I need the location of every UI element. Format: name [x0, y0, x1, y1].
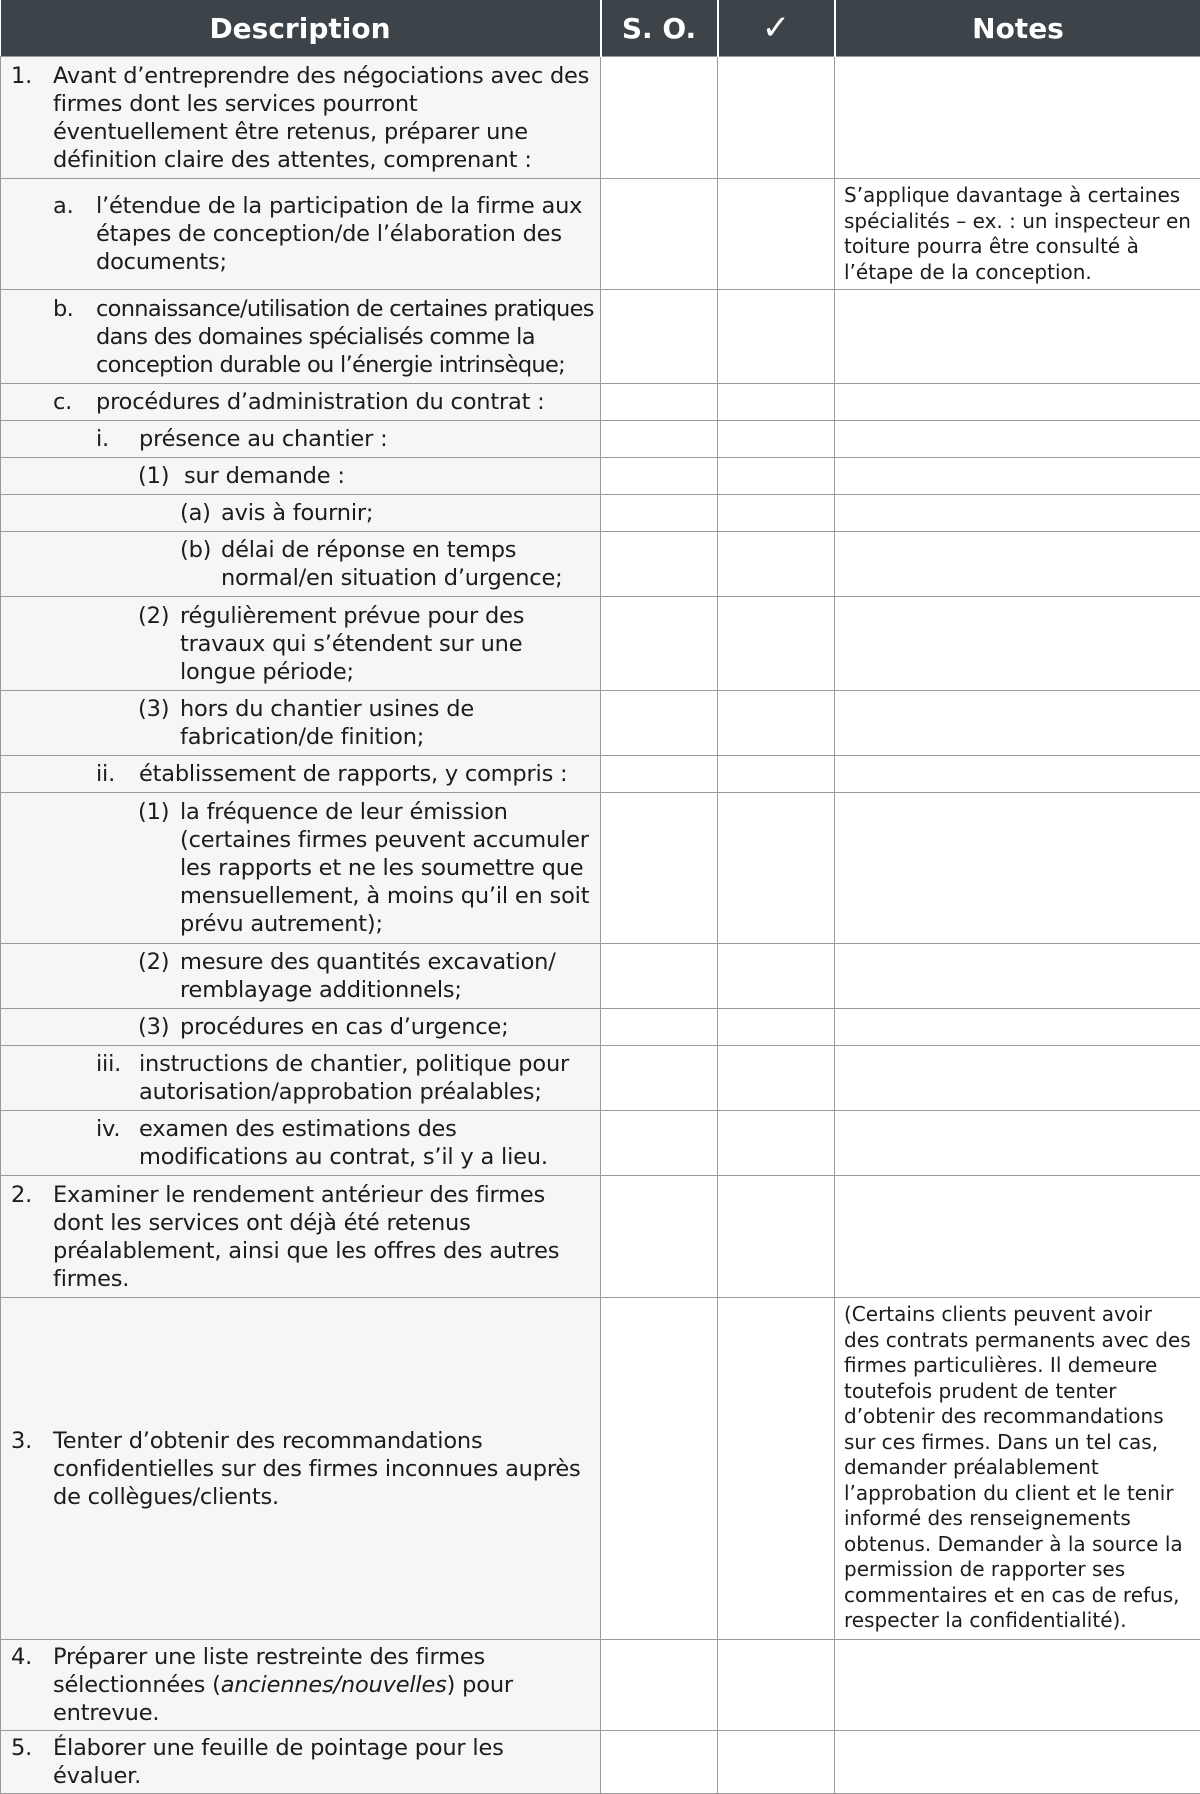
item-text — [53, 1643, 594, 1727]
description-cell — [1, 756, 601, 793]
item-number: (3) — [1, 695, 180, 751]
notes-cell — [835, 1009, 1200, 1046]
table-row — [1, 421, 1200, 458]
check-cell[interactable] — [718, 1111, 835, 1176]
item-text: établissement de rapports, y compris : — [139, 760, 594, 788]
so-cell[interactable] — [601, 1640, 718, 1731]
description-cell — [1, 179, 601, 290]
item-text: mesure des quantités excavation/ remblayage additionnels; — [180, 948, 594, 1004]
so-cell[interactable] — [601, 495, 718, 532]
so-cell[interactable] — [601, 1046, 718, 1111]
description-cell — [1, 1298, 601, 1640]
check-cell[interactable] — [718, 1009, 835, 1046]
item-number: iv. — [1, 1115, 139, 1171]
so-cell[interactable] — [601, 290, 718, 384]
item-number: (2) — [1, 948, 180, 1004]
description-cell — [1, 384, 601, 421]
column-header-notes: Notes — [835, 0, 1200, 57]
so-cell[interactable] — [601, 421, 718, 458]
check-cell[interactable] — [718, 421, 835, 458]
description-cell — [1, 495, 601, 532]
item-text: Élaborer une feuille de pointage pour les évaluer. — [53, 1734, 594, 1790]
item-number: (b) — [1, 536, 221, 592]
notes-cell — [835, 421, 1200, 458]
item-number: 2. — [1, 1181, 53, 1293]
description-cell — [1, 1111, 601, 1176]
item-text: régulièrement prévue pour des travaux qui s’étendent sur une longue période; — [180, 602, 594, 686]
item-text: avis à fournir; — [221, 499, 594, 527]
item-text: hors du chantier usines de fabrication/de finition; — [180, 695, 594, 751]
column-header-check — [718, 0, 835, 57]
so-cell[interactable] — [601, 532, 718, 597]
item-number: c. — [1, 388, 96, 416]
column-header-description: Description — [1, 0, 601, 57]
notes-cell — [835, 756, 1200, 793]
table-row — [1, 1176, 1200, 1298]
item-number: (1) — [1, 798, 180, 938]
item-text-end: ) pour entrevue. — [53, 1672, 513, 1726]
notes-cell — [835, 384, 1200, 421]
item-text: l’étendue de la participation de la firme aux étapes de conception/de l’élaboration des documents; — [96, 192, 594, 276]
notes-cell — [835, 290, 1200, 384]
table-row — [1, 1298, 1200, 1640]
description-cell — [1, 421, 601, 458]
item-text: procédures en cas d’urgence; — [180, 1013, 594, 1041]
item-number: 4. — [1, 1643, 53, 1727]
check-cell[interactable] — [718, 532, 835, 597]
check-cell[interactable] — [718, 290, 835, 384]
table-row — [1, 1111, 1200, 1176]
so-cell[interactable] — [601, 1176, 718, 1298]
notes-cell — [835, 1111, 1200, 1176]
description-cell — [1, 597, 601, 691]
notes-cell — [835, 532, 1200, 597]
item-number: iii. — [1, 1050, 139, 1106]
description-cell — [1, 1731, 601, 1794]
check-cell[interactable] — [718, 691, 835, 756]
item-text: instructions de chantier, politique pour autorisation/approbation préalables; — [139, 1050, 594, 1106]
description-cell — [1, 944, 601, 1009]
table-row — [1, 1731, 1200, 1794]
so-cell[interactable] — [601, 944, 718, 1009]
so-cell[interactable] — [601, 458, 718, 495]
item-text: Avant d’entreprendre des négociations avec des firmes dont les services pourront éventuellement être retenus, préparer une définition claire des attentes, comprenant : — [53, 62, 594, 174]
so-cell[interactable] — [601, 384, 718, 421]
item-text: délai de réponse en temps normal/en situation d’urgence; — [221, 536, 594, 592]
description-cell — [1, 1046, 601, 1111]
notes-cell — [835, 691, 1200, 756]
notes-cell — [835, 1640, 1200, 1731]
notes-cell — [835, 1176, 1200, 1298]
check-cell[interactable] — [718, 1046, 835, 1111]
item-number: (a) — [1, 499, 221, 527]
item-number: 5. — [1, 1734, 53, 1790]
column-header-so: S. O. — [601, 0, 718, 57]
so-cell[interactable] — [601, 1731, 718, 1794]
check-cell[interactable] — [718, 1176, 835, 1298]
check-cell[interactable] — [718, 179, 835, 290]
item-text: la fréquence de leur émission (certaines firmes peuvent accumuler les rapports et ne les soumettre que mensuellement, à moins qu’il en soit prévu autrement); — [180, 798, 594, 938]
so-cell[interactable] — [601, 756, 718, 793]
checkmark-icon: ✓ — [762, 8, 791, 48]
notes-cell — [835, 944, 1200, 1009]
check-cell[interactable] — [718, 1731, 835, 1794]
notes-cell — [835, 597, 1200, 691]
check-cell[interactable] — [718, 756, 835, 793]
table-row — [1, 793, 1200, 944]
description-cell — [1, 290, 601, 384]
table-row — [1, 756, 1200, 793]
so-cell[interactable] — [601, 1298, 718, 1640]
check-cell[interactable] — [718, 1298, 835, 1640]
check-cell[interactable] — [718, 57, 835, 179]
so-cell[interactable] — [601, 179, 718, 290]
check-cell[interactable] — [718, 495, 835, 532]
item-number: a. — [1, 192, 96, 276]
item-text: Tenter d’obtenir des recommandations confidentielles sur des firmes inconnues auprès de collègues/clients. — [53, 1427, 594, 1511]
item-number: i. — [1, 425, 139, 453]
notes-cell — [835, 458, 1200, 495]
description-cell — [1, 458, 601, 495]
description-cell — [1, 57, 601, 179]
item-text: connaissance/utilisation de certaines pratiques dans des domaines spécialisés comme la conception durable ou l’énergie intrinsèque; — [96, 295, 594, 379]
check-cell[interactable] — [718, 597, 835, 691]
item-number: (2) — [1, 602, 180, 686]
so-cell[interactable] — [601, 57, 718, 179]
table-row — [1, 532, 1200, 597]
notes-cell — [835, 495, 1200, 532]
notes-cell: (Certains clients peuvent avoir des contrats permanents avec des firmes particulières. Il demeure toutefois prudent de tenter d’obtenir des recommandations sur ces firmes. Dans un tel cas, demander préalablement l’approbation du client et le tenir informé des renseignements obtenus. Demander à la source la permission de rapporter ses commentaires et en cas de refus, respecter la confidentialité). — [835, 1298, 1200, 1640]
item-number: 3. — [1, 1427, 53, 1511]
so-cell[interactable] — [601, 793, 718, 944]
so-cell[interactable] — [601, 1009, 718, 1046]
item-number: (3) — [1, 1013, 180, 1041]
check-cell[interactable] — [718, 384, 835, 421]
table-row — [1, 1009, 1200, 1046]
so-cell[interactable] — [601, 1111, 718, 1176]
notes-cell — [835, 57, 1200, 179]
description-cell — [1, 532, 601, 597]
item-text: présence au chantier : — [139, 425, 594, 453]
check-cell[interactable] — [718, 793, 835, 944]
check-cell[interactable] — [718, 944, 835, 1009]
description-cell — [1, 1176, 601, 1298]
notes-cell — [835, 793, 1200, 944]
table-row — [1, 1046, 1200, 1111]
table-row — [1, 691, 1200, 756]
item-text-start: Préparer une liste restreinte des firmes sélectionnées ( — [53, 1644, 485, 1698]
item-text: sur demande : — [184, 462, 594, 490]
description-cell — [1, 1640, 601, 1731]
so-cell[interactable] — [601, 691, 718, 756]
table-row — [1, 57, 1200, 179]
table-row — [1, 597, 1200, 691]
check-cell[interactable] — [718, 458, 835, 495]
table-row — [1, 495, 1200, 532]
table-row — [1, 290, 1200, 384]
item-number: 1. — [1, 62, 53, 174]
item-number: (1) — [1, 462, 184, 490]
item-number: b. — [1, 295, 96, 379]
description-cell — [1, 1009, 601, 1046]
description-cell — [1, 691, 601, 756]
table-row — [1, 179, 1200, 290]
table-row — [1, 384, 1200, 421]
item-text-emphasis: anciennes/nouvelles — [221, 1672, 447, 1698]
item-text: procédures d’administration du contrat : — [96, 388, 594, 416]
item-number: ii. — [1, 760, 139, 788]
table-row — [1, 1640, 1200, 1731]
notes-cell: S’applique davantage à certaines spécialités – ex. : un inspecteur en toiture pourra être consulté à l’étape de la conception. — [835, 179, 1200, 290]
check-cell[interactable] — [718, 1640, 835, 1731]
description-cell — [1, 793, 601, 944]
table-row — [1, 944, 1200, 1009]
notes-cell — [835, 1046, 1200, 1111]
item-text: Examiner le rendement antérieur des firmes dont les services ont déjà été retenus préalablement, ainsi que les offres des autres firmes. — [53, 1181, 594, 1293]
notes-cell — [835, 1731, 1200, 1794]
table-row — [1, 458, 1200, 495]
so-cell[interactable] — [601, 597, 718, 691]
header-row — [1, 0, 1200, 57]
item-text: examen des estimations des modifications au contrat, s’il y a lieu. — [139, 1115, 594, 1171]
